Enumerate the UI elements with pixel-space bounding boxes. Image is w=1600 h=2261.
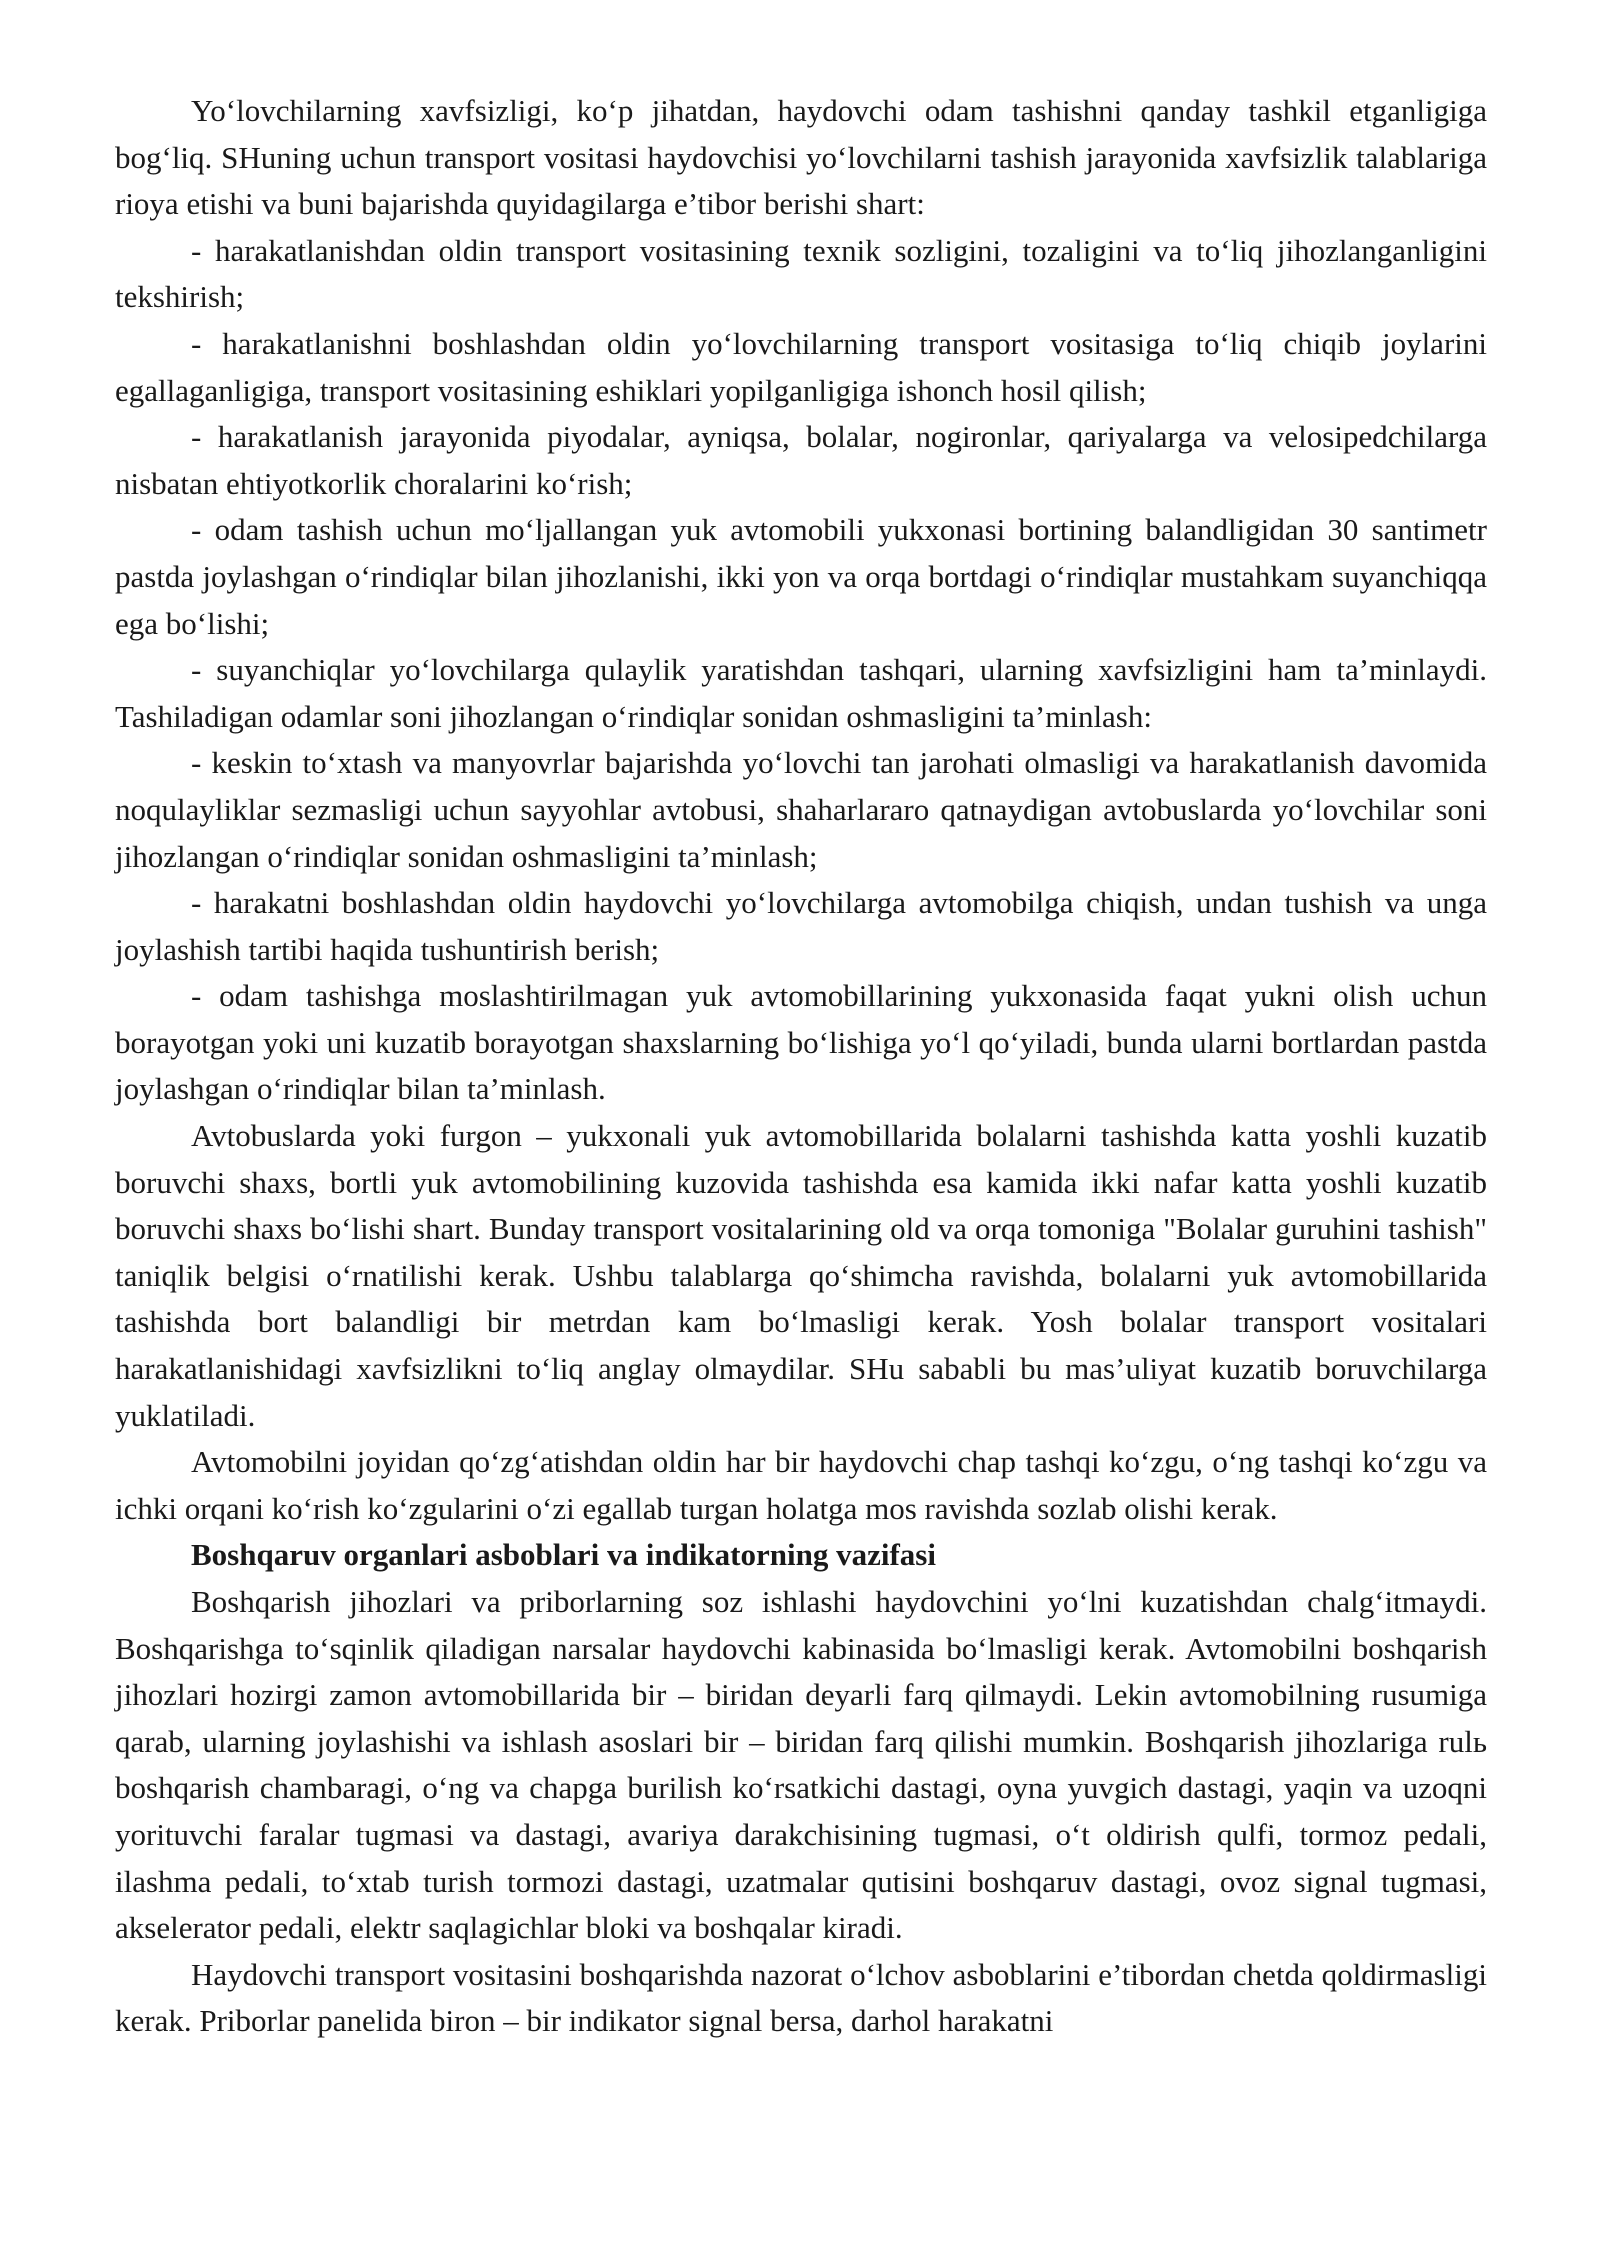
list-item: - harakatlanish jarayonida piyodalar, ayniqsa, bolalar, nogironlar, qariyalarga va velosipedchilarga nisbatan ehtiyotkorlik choralarini ko‘rish; xyxy=(115,419,1487,501)
list-item: - harakatni boshlashdan oldin haydovchi yo‘lovchilarga avtomobilga chiqish, undan tushish va unga joylashish tartibi haqida tushuntirish berish; xyxy=(115,885,1487,967)
list-item: - harakatlanishdan oldin transport vositasining texnik sozligini, tozaligini va to‘liq jihozlanganligini tekshirish; xyxy=(115,232,1487,315)
body-paragraph: Avtomobilni joyidan qo‘zg‘atishdan oldin har bir haydovchi chap tashqi ko‘zgu, o‘ng tashqi ko‘zgu va ichki orqani ko‘rish ko‘zgularini o‘zi egallab turgan holatga mos ravishda sozlab olishi kerak. xyxy=(115,1444,1487,1526)
body-paragraph: Avtobuslarda yoki furgon – yukxonali yuk avtomobillarida bolalarni tashishda katta yoshli kuzatib boruvchi shaxs, bortli yuk avtomobilining kuzovida tashishda esa kamida ikki nafar katta yoshli kuzatib boruvchi shaxs bo‘lishi shart. Bunday transport vositalarining old va orqa tomoniga "Bolalar guruhini tashish" taniqlik belgisi o‘rnatilishi kerak. Ushbu talablarga qo‘shimcha ravishda, bolalarni yuk avtomobillarida tashishda bort balandligi bir metrdan kam bo‘lmasligi kerak. Yosh bolalar transport vositalari harakatlanishidagi xavfsizlikni to‘liq anglay olmaydilar. SHu sababli bu mas’uliyat kuzatib boruvchilarga yuklatiladi. xyxy=(115,1118,1487,1433)
list-item: - odam tashishga moslashtirilmagan yuk avtomobillarining yukxonasida faqat yukni olish uchun borayotgan yoki uni kuzatib borayotgan shaxslarning bo‘lishiga yo‘l qo‘yiladi, bunda ularni bortlardan pastda joylashgan o‘rindiqlar bilan ta’minlash. xyxy=(115,978,1487,1107)
body-paragraph: Haydovchi transport vositasini boshqarishda nazorat o‘lchov asboblarini e’tibordan chetda qoldirmasligi kerak. Priborlar panelida biron – bir indikator signal bersa, darhol harakatni xyxy=(115,1956,1487,2039)
list-item: - keskin to‘xtash va manyovrlar bajarishda yo‘lovchi tan jarohati olmasligi va harakatlanish davomida noqulayliklar sezmasligi uchun sayyohlar avtobusi, shaharlararo qatnaydigan avtobuslarda yo‘lovchilar soni jihozlangan o‘rindiqlar sonidan oshmasligini ta’minlash; xyxy=(115,745,1487,874)
body-paragraph: Boshqarish jihozlari va priborlarning soz ishlashi haydovchini yo‘lni kuzatishdan chalg‘itmaydi. Boshqarishga to‘sqinlik qiladigan narsalar haydovchi kabinasida bo‘lmasligi kerak. Avtomobilni boshqarish jihozlari hozirgi zamon avtomobillarida bir – biridan deyarli farq qilmaydi. Lekin avtomobilning rusumiga qarab, ularning joylashishi va ishlash asoslari bir – biridan farq qilishi mumkin. Boshqarish jihozlariga rulь boshqarish chambaragi, o‘ng va chapga burilish ko‘rsatkichi dastagi, oyna yuvgich dastagi, yaqin va uzoqni yorituvchi faralar tugmasi va dastagi, avariya darakchisining tugmasi, o‘t oldirish qulfi, tormoz pedali, ilashma pedali, to‘xtab turish tormozi dastagi, uzatmalar qutisini boshqaruv dastagi, ovoz signal tugmasi, akselerator pedali, elektr saqlagichlar bloki va boshqalar kiradi. xyxy=(115,1584,1487,1946)
list-item: - suyanchiqlar yo‘lovchilarga qulaylik yaratishdan tashqari, ularning xavfsizligini ham ta’minlaydi. Tashiladigan odamlar soni jihozlangan o‘rindiqlar sonidan oshmasligini ta’minlash: xyxy=(115,652,1487,734)
intro-paragraph: Yo‘lovchilarning xavfsizligi, ko‘p jihatdan, haydovchi odam tashishni qanday tashkil etganligiga bog‘liq. SHuning uchun transport vositasi haydovchisi yo‘lovchilarni tashish jarayonida xavfsizlik talablariga rioya etishi va buni bajarishda quyidagilarga e’tibor berishi shart: xyxy=(115,93,1487,222)
list-item: - odam tashish uchun mo‘ljallangan yuk avtomobili yukxonasi bortining balandligidan 30 santimetr pastda joylashgan o‘rindiqlar bilan jihozlanishi, ikki yon va orqa bortdagi o‘rindiqlar mustahkam suyanchiqqa ega bo‘lishi; xyxy=(115,512,1487,641)
document-page xyxy=(115,88,1487,2045)
section-heading: Boshqaruv organlari asboblari va indikatorning vazifasi xyxy=(191,1537,936,1573)
list-item: - harakatlanishni boshlashdan oldin yo‘lovchilarning transport vositasiga to‘liq chiqib joylarini egallaganligiga, transport vositasining eshiklari yopilganligiga ishonch hosil qilish; xyxy=(115,325,1487,408)
